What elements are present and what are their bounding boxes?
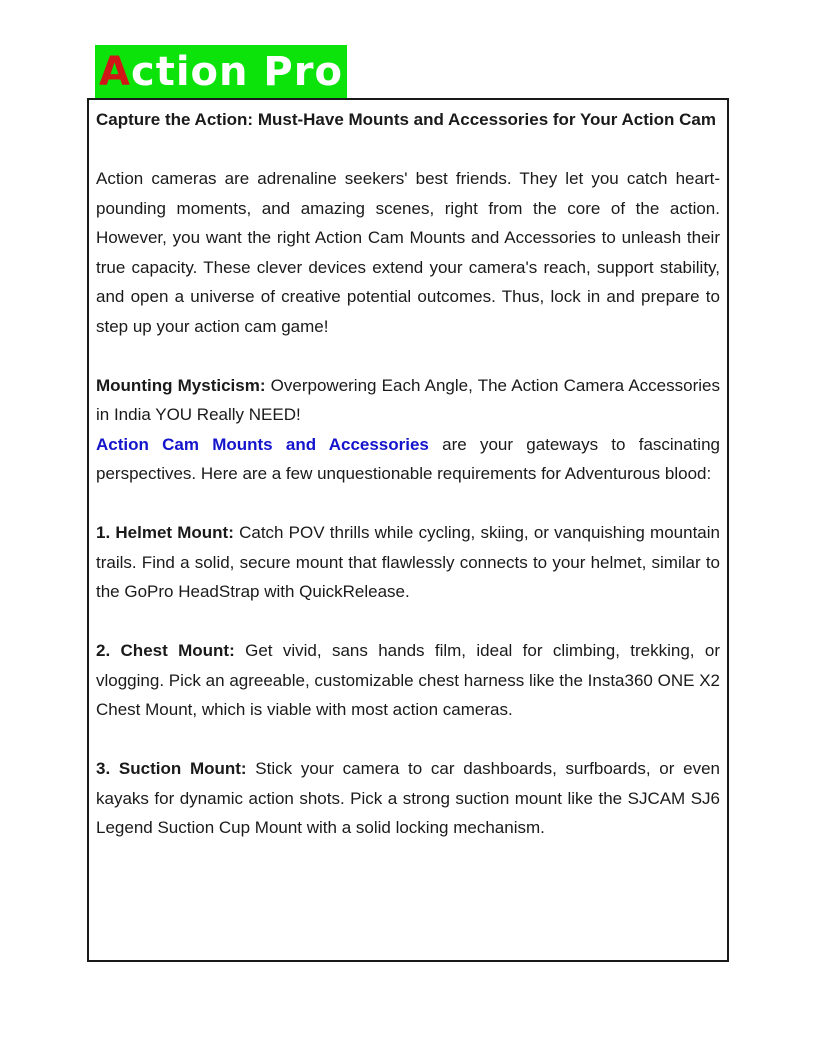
item-helmet-mount-label: 1. Helmet Mount: (96, 523, 234, 542)
item-chest-mount (96, 636, 720, 725)
item-chest-mount-text: Get vivid, sans hands film, ideal for climbing, trekking, or vlogging. Pick an agreeable, customizable chest harness like the Insta360 ONE X2 Chest Mount, which is viable with most action cameras. (96, 641, 720, 719)
logo-text: ction Pro (131, 48, 343, 95)
item-suction-mount-label: 3. Suction Mount: (96, 759, 247, 778)
item-chest-mount-label: 2. Chest Mount: (96, 641, 235, 660)
article-title: Capture the Action: Must-Have Mounts and Accessories for Your Action Cam (96, 110, 716, 129)
item-helmet-mount (96, 518, 720, 607)
intro-paragraph: Action cameras are adrenaline seekers' best friends. They let you catch heart-pounding moments, and amazing scenes, right from the core of the action. However, you want the right Action Cam Mounts and Accessories to unleash their true capacity. These clever devices extend your camera's reach, support stability, and open a universe of creative potential outcomes. Thus, lock in and prepare to step up your action cam game! (96, 169, 720, 336)
item-helmet-mount-text: Catch POV thrills while cycling, skiing, or vanquishing mountain trails. Find a solid, secure mount that flawlessly connects to your helmet, similar to the GoPro HeadStrap with QuickRelease. (96, 523, 720, 601)
item-suction-mount-text: Stick your camera to car dashboards, surfboards, or even kayaks for dynamic action shots. Pick a strong suction mount like the SJCAM SJ6 Legend Suction Cup Mount with a solid locking mechanism. (96, 759, 720, 837)
section-heading-rest: Overpowering Each Angle, The Action Camera Accessories in India YOU Really NEED! (96, 375, 720, 424)
section-heading (96, 371, 720, 430)
action-pro-logo (95, 45, 347, 98)
logo-letter-accent: A (99, 48, 131, 95)
action-cam-mounts-link[interactable]: Action Cam Mounts and Accessories (96, 434, 429, 454)
link-paragraph (96, 430, 720, 489)
link-paragraph-tail: are your gateways to fascinating perspectives. Here are a few unquestionable requirements for Adventurous blood: (96, 434, 720, 483)
article-container (87, 98, 729, 962)
item-suction-mount (96, 754, 720, 843)
section-heading-lead: Mounting Mysticism: (96, 375, 266, 395)
